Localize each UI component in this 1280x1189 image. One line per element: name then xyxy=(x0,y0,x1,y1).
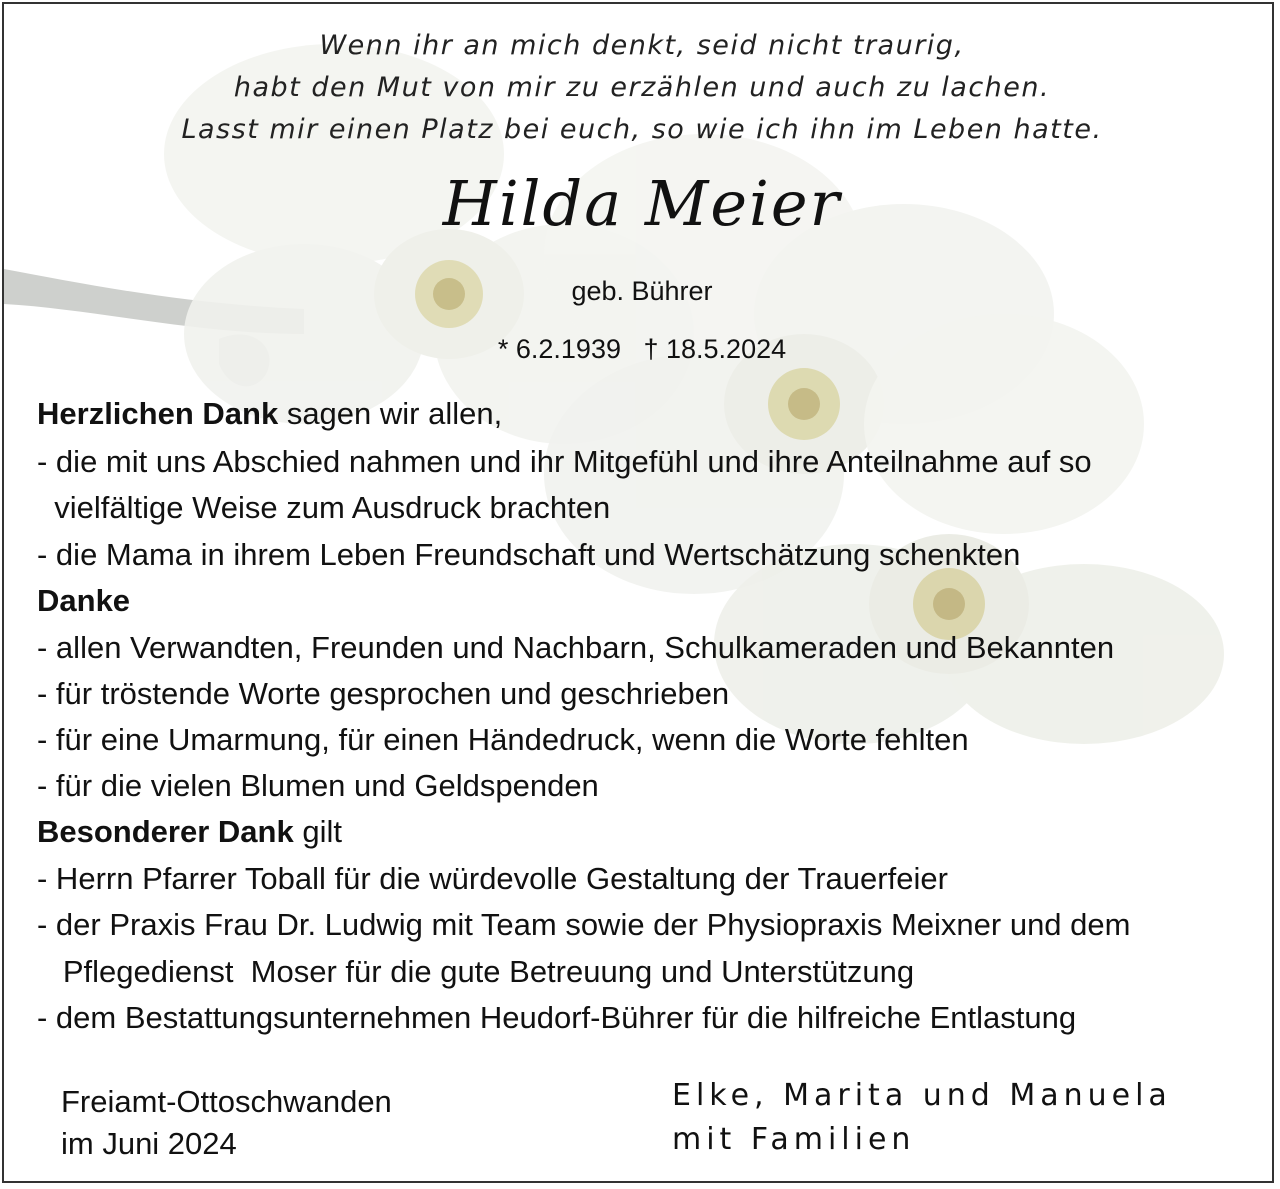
thanks-line: - die mit uns Abschied nahmen und ihr Mitgefühl und ihre Anteilnahme auf so xyxy=(37,444,1092,479)
poem-line-1: Wenn ihr an mich denkt, seid nicht traurig, xyxy=(319,30,965,61)
poem-line-3: Lasst mir einen Platz bei euch, so wie ich ihn im Leben hatte. xyxy=(181,114,1103,145)
signers: Elke, Marita und Manuela xyxy=(672,1078,1172,1113)
deceased-name: Hilda Meier xyxy=(442,167,842,240)
poem-line-2: habt den Mut von mir zu erzählen und auch zu lachen. xyxy=(233,72,1051,103)
thanks-heading-2-bold: Danke xyxy=(37,583,131,618)
life-dates: * 6.2.1939 † 18.5.2024 xyxy=(497,334,787,364)
signers-family: mit Familien xyxy=(672,1122,916,1157)
thanks-line: - dem Bestattungsunternehmen Heudorf-Bührer für die hilfreiche Entlastung xyxy=(37,1000,1077,1035)
footer-date: im Juni 2024 xyxy=(61,1126,237,1161)
thanks-heading-3-rest: gilt xyxy=(293,814,342,849)
thanks-line: - Herrn Pfarrer Toball für die würdevolle Gestaltung der Trauerfeier xyxy=(37,861,948,896)
thanks-heading-1-rest: sagen wir allen, xyxy=(278,396,503,431)
thanks-line: Pflegedienst Moser für die gute Betreuung und Unterstützung xyxy=(37,954,915,989)
thanks-heading-2 xyxy=(37,583,130,619)
thanks-line: - für eine Umarmung, für einen Händedruck, wenn die Worte fehlten xyxy=(37,722,969,757)
thanks-heading-1 xyxy=(37,396,502,432)
thanks-line: - allen Verwandten, Freunden und Nachbarn, Schulkameraden und Bekannten xyxy=(37,630,1115,665)
thanks-heading-1-bold: Herzlichen Dank xyxy=(37,396,279,431)
thanks-line: - die Mama in ihrem Leben Freundschaft und Wertschätzung schenkten xyxy=(37,537,1021,572)
thanks-line: - der Praxis Frau Dr. Ludwig mit Team sowie der Physiopraxis Meixner und dem xyxy=(37,907,1131,942)
birth-name: geb. Bührer xyxy=(571,276,713,306)
footer-place: Freiamt-Ottoschwanden xyxy=(61,1084,392,1119)
thanks-line: vielfältige Weise zum Ausdruck brachten xyxy=(37,490,611,525)
thanks-line: - für die vielen Blumen und Geldspenden xyxy=(37,768,599,803)
thanks-heading-3-bold: Besonderer Dank xyxy=(37,814,294,849)
thanks-heading-3 xyxy=(37,814,342,850)
obituary-notice xyxy=(2,2,1274,1183)
thanks-line: - für tröstende Worte gesprochen und geschrieben xyxy=(37,676,730,711)
